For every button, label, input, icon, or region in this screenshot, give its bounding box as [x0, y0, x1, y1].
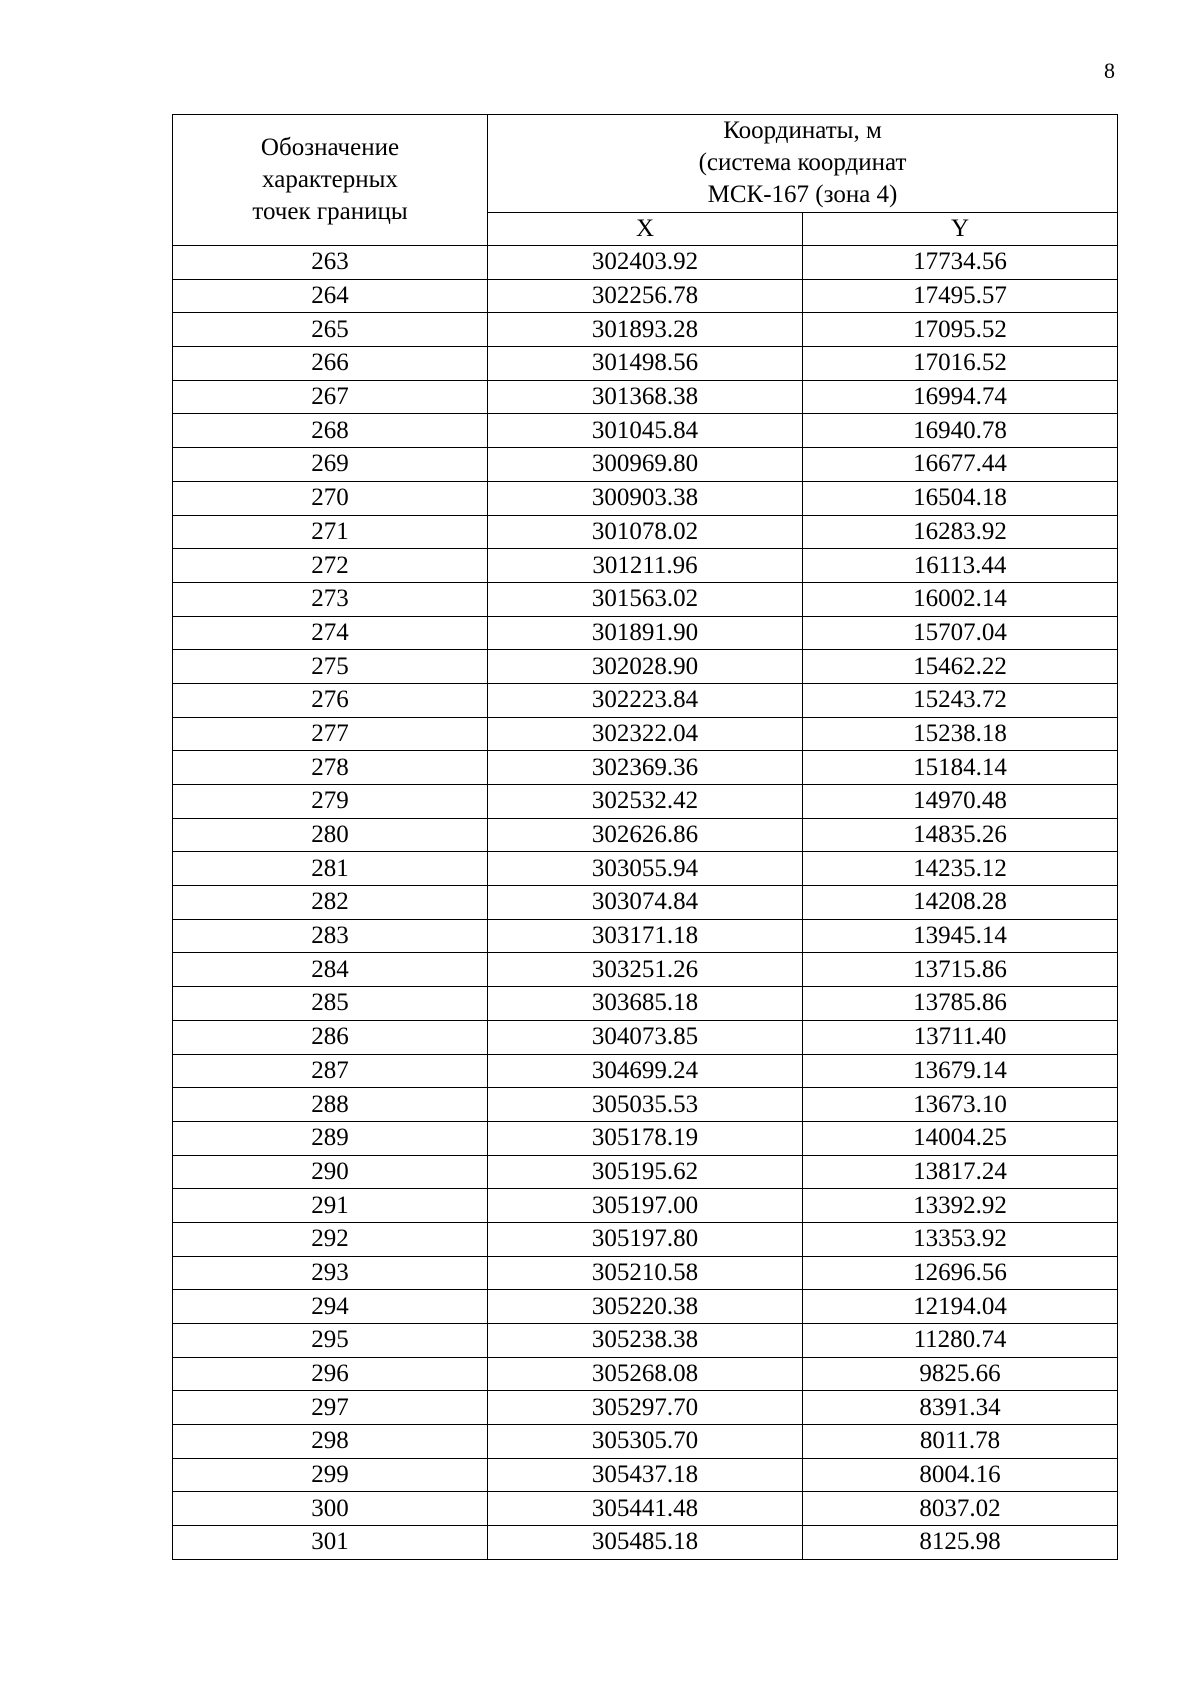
table-row — [173, 1357, 1118, 1391]
x-coordinate-cell: 302403.92 — [488, 246, 803, 280]
x-coordinate-cell: 300969.80 — [488, 448, 803, 482]
x-coordinate-cell: 301498.56 — [488, 347, 803, 381]
table-row — [173, 1256, 1118, 1290]
point-number-cell: 266 — [173, 347, 488, 381]
table-row — [173, 1155, 1118, 1189]
x-coordinate-cell: 305197.00 — [488, 1189, 803, 1223]
x-coordinate-cell: 305197.80 — [488, 1222, 803, 1256]
x-coordinate-cell: 305297.70 — [488, 1391, 803, 1425]
x-coordinate-cell: 302532.42 — [488, 785, 803, 819]
point-number-cell: 290 — [173, 1155, 488, 1189]
point-number-cell: 283 — [173, 919, 488, 953]
y-coordinate-cell: 13817.24 — [803, 1155, 1118, 1189]
table-row — [173, 1458, 1118, 1492]
y-coordinate-cell: 8004.16 — [803, 1458, 1118, 1492]
y-coordinate-cell: 17095.52 — [803, 313, 1118, 347]
y-coordinate-cell: 15238.18 — [803, 717, 1118, 751]
table-row — [173, 448, 1118, 482]
table-row — [173, 987, 1118, 1021]
point-number-cell: 278 — [173, 751, 488, 785]
y-coordinate-cell: 14004.25 — [803, 1121, 1118, 1155]
x-coordinate-cell: 301563.02 — [488, 582, 803, 616]
x-coordinate-cell: 305485.18 — [488, 1526, 803, 1560]
point-number-cell: 297 — [173, 1391, 488, 1425]
point-number-cell: 289 — [173, 1121, 488, 1155]
y-coordinate-cell: 13785.86 — [803, 987, 1118, 1021]
point-number-cell: 280 — [173, 818, 488, 852]
y-coordinate-cell: 8011.78 — [803, 1425, 1118, 1459]
table-row — [173, 582, 1118, 616]
y-coordinate-cell: 16002.14 — [803, 582, 1118, 616]
y-coordinate-cell: 14835.26 — [803, 818, 1118, 852]
x-coordinate-cell: 302028.90 — [488, 650, 803, 684]
y-coordinate-cell: 9825.66 — [803, 1357, 1118, 1391]
point-number-cell: 286 — [173, 1020, 488, 1054]
y-coordinate-cell: 13945.14 — [803, 919, 1118, 953]
table-row — [173, 515, 1118, 549]
point-number-cell: 299 — [173, 1458, 488, 1492]
y-coordinate-cell: 16940.78 — [803, 414, 1118, 448]
table-row — [173, 481, 1118, 515]
table-row — [173, 246, 1118, 280]
table-row — [173, 616, 1118, 650]
y-coordinate-cell: 12696.56 — [803, 1256, 1118, 1290]
point-number-cell: 267 — [173, 380, 488, 414]
table-header-row — [173, 115, 1118, 213]
page-number: 8 — [1104, 58, 1115, 83]
point-number-cell: 269 — [173, 448, 488, 482]
y-coordinate-cell: 11280.74 — [803, 1324, 1118, 1358]
x-header: X — [488, 212, 803, 245]
table-row — [173, 414, 1118, 448]
point-number-cell: 264 — [173, 279, 488, 313]
table-body — [173, 246, 1118, 1560]
x-coordinate-cell: 301211.96 — [488, 549, 803, 583]
table-row — [173, 549, 1118, 583]
x-coordinate-cell: 305305.70 — [488, 1425, 803, 1459]
table-row — [173, 279, 1118, 313]
x-coordinate-cell: 301891.90 — [488, 616, 803, 650]
y-coordinate-cell: 13711.40 — [803, 1020, 1118, 1054]
y-coordinate-cell: 17734.56 — [803, 246, 1118, 280]
table-row — [173, 953, 1118, 987]
point-number-cell: 281 — [173, 852, 488, 886]
y-coordinate-cell: 8125.98 — [803, 1526, 1118, 1560]
table-row — [173, 1020, 1118, 1054]
x-coordinate-cell: 305437.18 — [488, 1458, 803, 1492]
table-row — [173, 919, 1118, 953]
point-number-cell: 273 — [173, 582, 488, 616]
point-number-cell: 296 — [173, 1357, 488, 1391]
point-number-cell: 277 — [173, 717, 488, 751]
table-row — [173, 1425, 1118, 1459]
y-coordinate-cell: 13673.10 — [803, 1088, 1118, 1122]
x-coordinate-cell: 301078.02 — [488, 515, 803, 549]
table-row — [173, 818, 1118, 852]
x-coordinate-cell: 305220.38 — [488, 1290, 803, 1324]
y-coordinate-cell: 13679.14 — [803, 1054, 1118, 1088]
table-row — [173, 1088, 1118, 1122]
y-coordinate-cell: 16504.18 — [803, 481, 1118, 515]
point-number-cell: 291 — [173, 1189, 488, 1223]
table-row — [173, 852, 1118, 886]
point-number-cell: 271 — [173, 515, 488, 549]
point-designation-header — [173, 115, 488, 246]
table-row — [173, 886, 1118, 920]
x-coordinate-cell: 305441.48 — [488, 1492, 803, 1526]
point-number-cell: 301 — [173, 1526, 488, 1560]
y-coordinate-cell: 16283.92 — [803, 515, 1118, 549]
point-number-cell: 300 — [173, 1492, 488, 1526]
x-coordinate-cell: 305268.08 — [488, 1357, 803, 1391]
table-row — [173, 1054, 1118, 1088]
point-number-cell: 287 — [173, 1054, 488, 1088]
point-number-cell: 272 — [173, 549, 488, 583]
x-coordinate-cell: 304699.24 — [488, 1054, 803, 1088]
table-row — [173, 1391, 1118, 1425]
x-coordinate-cell: 301893.28 — [488, 313, 803, 347]
point-header-line: точек границы — [252, 198, 408, 225]
table-row — [173, 785, 1118, 819]
table-row — [173, 1324, 1118, 1358]
point-header-line: Обозначение — [260, 134, 400, 161]
coord-header-line: Координаты, м — [723, 117, 882, 144]
x-coordinate-cell: 302369.36 — [488, 751, 803, 785]
point-number-cell: 284 — [173, 953, 488, 987]
coord-header-line: МСК-167 (зона 4) — [707, 181, 898, 208]
coordinates-table — [172, 114, 1118, 1560]
coord-header-line: (система координат — [698, 149, 907, 176]
point-number-cell: 298 — [173, 1425, 488, 1459]
point-number-cell: 292 — [173, 1222, 488, 1256]
y-coordinate-cell: 17495.57 — [803, 279, 1118, 313]
point-number-cell: 263 — [173, 246, 488, 280]
y-coordinate-cell: 13392.92 — [803, 1189, 1118, 1223]
y-coordinate-cell: 8391.34 — [803, 1391, 1118, 1425]
x-coordinate-cell: 303251.26 — [488, 953, 803, 987]
x-coordinate-cell: 301045.84 — [488, 414, 803, 448]
y-coordinate-cell: 16677.44 — [803, 448, 1118, 482]
y-coordinate-cell: 15184.14 — [803, 751, 1118, 785]
point-number-cell: 265 — [173, 313, 488, 347]
point-number-cell: 275 — [173, 650, 488, 684]
table-row — [173, 1290, 1118, 1324]
x-coordinate-cell: 301368.38 — [488, 380, 803, 414]
y-coordinate-cell: 15707.04 — [803, 616, 1118, 650]
y-coordinate-cell: 16994.74 — [803, 380, 1118, 414]
x-coordinate-cell: 305210.58 — [488, 1256, 803, 1290]
table-row — [173, 1492, 1118, 1526]
x-coordinate-cell: 305238.38 — [488, 1324, 803, 1358]
y-coordinate-cell: 15462.22 — [803, 650, 1118, 684]
x-coordinate-cell: 304073.85 — [488, 1020, 803, 1054]
y-coordinate-cell: 8037.02 — [803, 1492, 1118, 1526]
y-coordinate-cell: 14970.48 — [803, 785, 1118, 819]
table-row — [173, 347, 1118, 381]
y-coordinate-cell: 17016.52 — [803, 347, 1118, 381]
table-row — [173, 1121, 1118, 1155]
x-coordinate-cell: 305035.53 — [488, 1088, 803, 1122]
point-number-cell: 282 — [173, 886, 488, 920]
x-coordinate-cell: 303171.18 — [488, 919, 803, 953]
x-coordinate-cell: 303055.94 — [488, 852, 803, 886]
y-coordinate-cell: 13715.86 — [803, 953, 1118, 987]
y-coordinate-cell: 16113.44 — [803, 549, 1118, 583]
x-coordinate-cell: 303685.18 — [488, 987, 803, 1021]
point-number-cell: 276 — [173, 683, 488, 717]
x-coordinate-cell: 302256.78 — [488, 279, 803, 313]
point-number-cell: 279 — [173, 785, 488, 819]
table-row — [173, 1222, 1118, 1256]
y-coordinate-cell: 13353.92 — [803, 1222, 1118, 1256]
coordinates-header — [488, 115, 1118, 213]
y-coordinate-cell: 15243.72 — [803, 683, 1118, 717]
point-number-cell: 293 — [173, 1256, 488, 1290]
y-header: Y — [803, 212, 1118, 245]
x-coordinate-cell: 305178.19 — [488, 1121, 803, 1155]
point-number-cell: 268 — [173, 414, 488, 448]
y-coordinate-cell: 12194.04 — [803, 1290, 1118, 1324]
table-row — [173, 380, 1118, 414]
table-row — [173, 683, 1118, 717]
x-coordinate-cell: 303074.84 — [488, 886, 803, 920]
x-coordinate-cell: 300903.38 — [488, 481, 803, 515]
x-coordinate-cell: 302322.04 — [488, 717, 803, 751]
point-number-cell: 295 — [173, 1324, 488, 1358]
point-header-line: характерных — [262, 166, 398, 193]
table-row — [173, 751, 1118, 785]
table-row — [173, 1189, 1118, 1223]
y-coordinate-cell: 14208.28 — [803, 886, 1118, 920]
y-coordinate-cell: 14235.12 — [803, 852, 1118, 886]
x-coordinate-cell: 302626.86 — [488, 818, 803, 852]
point-number-cell: 285 — [173, 987, 488, 1021]
table-row — [173, 313, 1118, 347]
point-number-cell: 270 — [173, 481, 488, 515]
x-coordinate-cell: 305195.62 — [488, 1155, 803, 1189]
point-number-cell: 294 — [173, 1290, 488, 1324]
point-number-cell: 288 — [173, 1088, 488, 1122]
table-row — [173, 717, 1118, 751]
x-coordinate-cell: 302223.84 — [488, 683, 803, 717]
table-row — [173, 650, 1118, 684]
point-number-cell: 274 — [173, 616, 488, 650]
table-row — [173, 1526, 1118, 1560]
